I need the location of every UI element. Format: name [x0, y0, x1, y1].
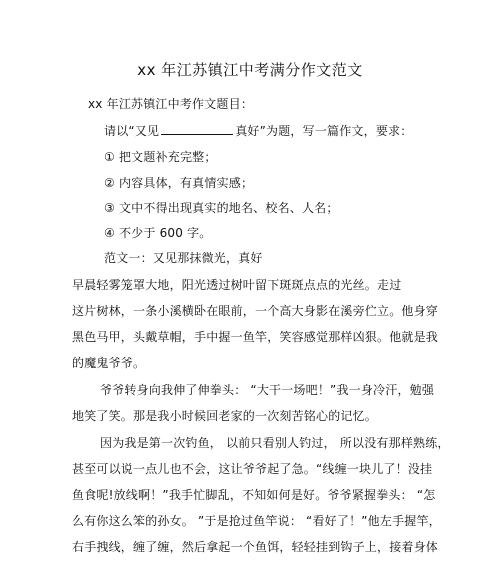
prompt-after-blank: 真好”为题，写一篇作文，要求：: [235, 124, 413, 138]
requirement-item-4: ④ 不少于 600 字。: [104, 226, 212, 240]
prompt-blank: [161, 123, 233, 135]
paragraph-line: 这片树林，一条小溪横卧在眼前，一个高大身影在溪旁伫立。他身穿: [72, 304, 439, 318]
paragraph-line: 的魔鬼爷爷。: [72, 356, 146, 370]
paragraph-line: 鱼食呢!放线啊！”我手忙脚乱，不知如何是好。爷爷紧握拳头： “怎: [72, 488, 436, 502]
requirement-item-1: ① 把文题补充完整；: [104, 150, 217, 164]
paragraph-line: 地笑了笑。那是我小时候回老家的一次刻苦铭心的记忆。: [72, 409, 378, 423]
paragraph-line: 早晨轻雾笼罩大地，阳光透过树叶留下斑斑点点的光丝。走过: [72, 278, 402, 292]
essay-prompt: [104, 123, 412, 139]
sample-essay-heading: 范文一：又见那抹微光，真好: [104, 251, 263, 265]
requirement-item-2: ② 内容具体，有真情实感；: [104, 176, 254, 190]
paragraph-line: 因为我是第一次钓鱼， 以前只看别人钓过， 所以没有那样熟练，: [100, 436, 450, 450]
paragraph-line: 黑色马甲，头戴草帽，手中握一鱼竿，笑容感觉那样凶狠。他就是我: [72, 330, 439, 344]
document-title: xx 年江苏镇江中考满分作文范文: [137, 61, 363, 79]
prompt-before-blank: 请以“又见: [104, 124, 160, 138]
paragraph-line: 甚至可以说一点儿也不会，这让爷爷起了急。“线缠一块儿了！没挂: [72, 462, 433, 476]
paragraph-line: 右手拽线，缠了缠，然后拿起一个鱼饵，轻轻挂到钩子上，接着身体: [72, 540, 439, 554]
paragraph-line: 爷爷转身向我伸了伸拳头： “大干一场吧！”我一身冷汗，勉强: [100, 383, 435, 397]
paragraph-line: 么有你这么笨的孙女。 ”于是抢过鱼竿说： “看好了！”他左手握竿，: [72, 514, 441, 528]
requirement-item-3: ③ 文中不得出现真实的地名、校名、人名；: [104, 201, 339, 215]
exam-topic-heading: xx 年江苏镇江中考作文题目：: [88, 97, 254, 111]
